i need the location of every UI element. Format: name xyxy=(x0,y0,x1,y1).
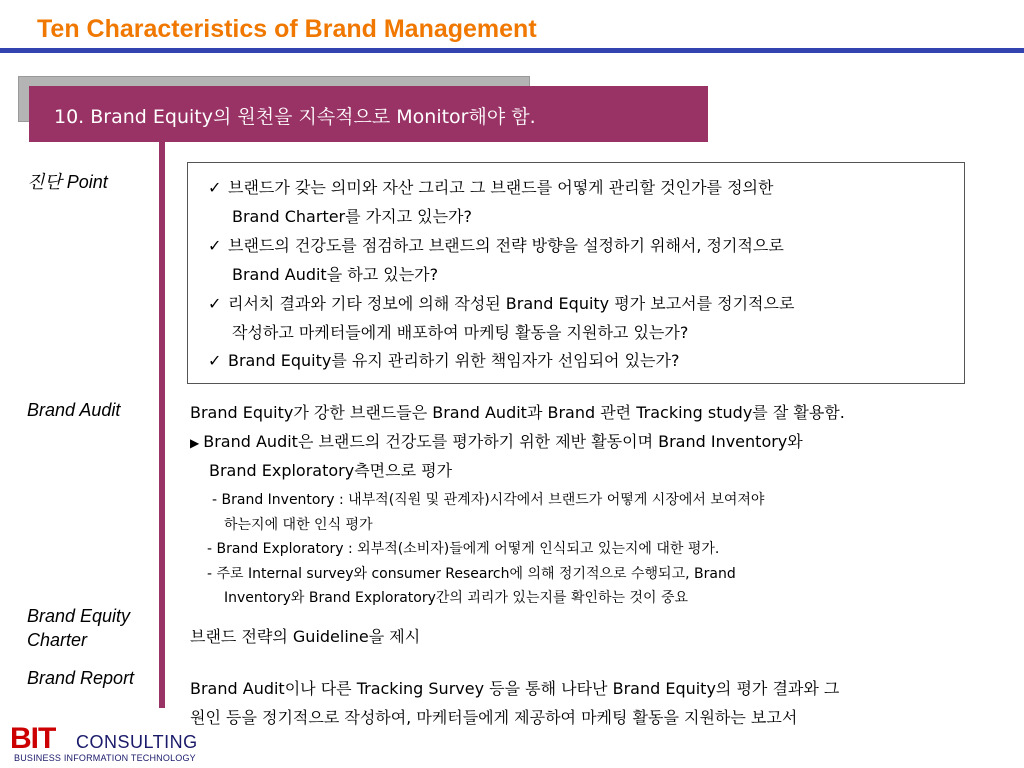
label-charter-line1: Brand Equity xyxy=(27,606,131,626)
checklist-item-4-line1: Brand Equity를 유지 관리하기 위한 책임자가 선임되어 있는가? xyxy=(228,351,680,370)
checklist-item-1-line2: Brand Charter를 가지고 있는가? xyxy=(232,207,472,226)
label-brand-report: Brand Report xyxy=(27,668,135,688)
checklist-item xyxy=(208,350,679,372)
label-diagnosis-point: 진단 Point xyxy=(27,172,108,192)
charter-text: 브랜드 전략의 Guideline을 제시 xyxy=(190,627,421,646)
checklist-item-2-line2: Brand Audit을 하고 있는가? xyxy=(232,265,439,284)
checklist-item xyxy=(208,177,773,199)
report-line1: Brand Audit이나 다른 Tracking Survey 등을 통해 나타난 Brand Equity의 평가 결과와 그 xyxy=(190,679,840,698)
checklist-item-3-line2: 작성하고 마케터들에게 배포하여 마케팅 활동을 지원하고 있는가? xyxy=(232,323,689,342)
label-charter-line2: Charter xyxy=(27,630,88,650)
checkmark-icon: ✓ xyxy=(208,178,222,197)
checkmark-icon: ✓ xyxy=(208,294,222,313)
audit-bullet xyxy=(190,429,803,452)
title-divider xyxy=(0,48,1024,53)
logo-consulting-wordmark: CONSULTING xyxy=(76,732,198,752)
banner-heading: 10. Brand Equity의 원천을 지속적으로 Monitor해야 함. xyxy=(54,106,536,128)
audit-sub-inventory-line1: - Brand Inventory : 내부적(직원 및 관계자)시각에서 브랜드가 어떻게 시장에서 보여져야 xyxy=(212,492,765,508)
vertical-divider xyxy=(159,142,165,708)
audit-sub-survey-line1: - 주로 Internal survey와 consumer Research에 의해 정기적으로 수행되고, Brand xyxy=(207,566,736,582)
diagnosis-checklist-box xyxy=(187,162,965,384)
audit-bullet-line2: Brand Exploratory측면으로 평가 xyxy=(209,461,453,480)
triangle-bullet-icon: ▶ xyxy=(190,436,200,450)
label-brand-audit: Brand Audit xyxy=(27,400,121,420)
label-brand-equity-charter xyxy=(27,604,130,652)
checkmark-icon: ✓ xyxy=(208,236,222,255)
audit-sub-exploratory: - Brand Exploratory : 외부적(소비자)들에게 어떻게 인식되고 있는지에 대한 평가. xyxy=(207,541,720,557)
audit-sub-inventory-line2: 하는지에 대한 인식 평가 xyxy=(224,517,373,533)
audit-intro: Brand Equity가 강한 브랜드들은 Brand Audit과 Brand 관련 Tracking study를 잘 활용함. xyxy=(190,403,845,422)
checklist-item-1-line1: 브랜드가 갖는 의미와 자산 그리고 그 브랜드를 어떻게 관리할 것인가를 정의한 xyxy=(228,178,774,197)
audit-bullet-line1: Brand Audit은 브랜드의 건강도를 평가하기 위한 제반 활동이며 Brand Inventory와 xyxy=(203,432,803,451)
audit-sub-survey-line2: Inventory와 Brand Exploratory간의 괴리가 있는지를 확인하는 것이 중요 xyxy=(224,590,689,606)
logo-bit-mark: BIT xyxy=(10,722,56,755)
checklist-item-3-line1: 리서치 결과와 기타 정보에 의해 작성된 Brand Equity 평가 보고서를 정기적으로 xyxy=(228,294,795,313)
bit-consulting-logo xyxy=(10,722,220,766)
checklist-item xyxy=(208,293,794,315)
slide-title: Ten Characteristics of Brand Management xyxy=(37,15,537,43)
report-line2: 원인 등을 정기적으로 작성하여, 마케터들에게 제공하여 마케팅 활동을 지원하는 보고서 xyxy=(190,708,798,727)
checklist-item-2-line1: 브랜드의 건강도를 점검하고 브랜드의 전략 방향을 설정하기 위해서, 정기적으로 xyxy=(228,236,784,255)
checkmark-icon: ✓ xyxy=(208,351,222,370)
logo-tagline: BUSINESS INFORMATION TECHNOLOGY xyxy=(14,753,196,763)
checklist-item xyxy=(208,235,784,257)
